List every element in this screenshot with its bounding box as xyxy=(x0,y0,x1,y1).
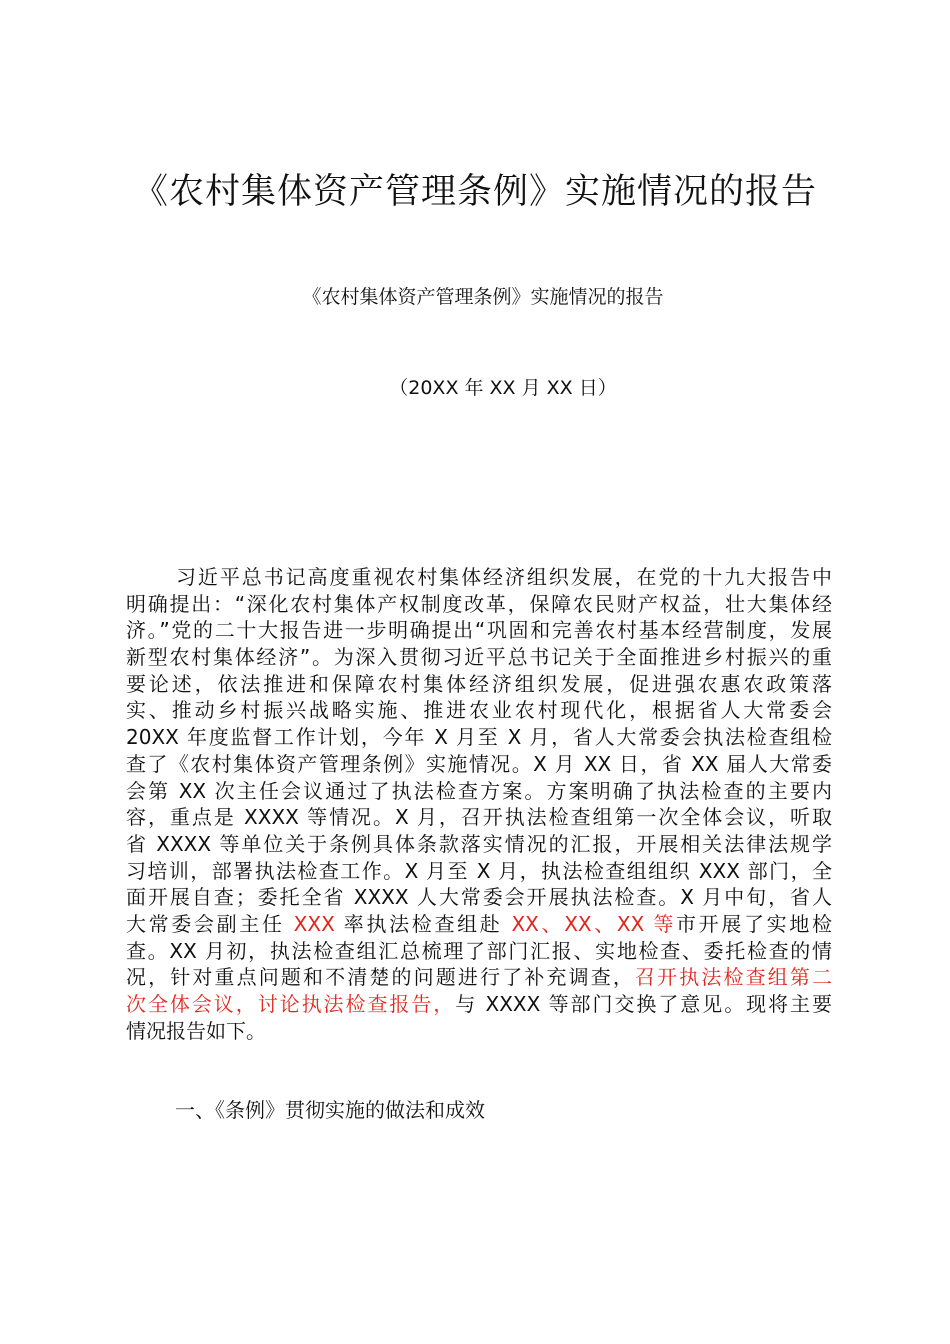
body-text: 市开展了实地检 xyxy=(676,911,832,936)
body-text: 济。”党的二十大报告进一步明确提出“巩固和完善农村基本经营制度，发展 xyxy=(126,618,832,643)
highlighted-text: 次全体会议，讨论执法检查报告， xyxy=(126,992,456,1016)
body-text: 查了《农村集体资产管理条例》实施情况。X 月 XX 日，省 XX 届人大常委 xyxy=(126,751,832,776)
body-text: 面开展自查；委托全省 XXXX 人大常委会开展执法检查。X 月中旬，省人 xyxy=(126,885,832,910)
body-text: 容，重点是 XXXX 等情况。X 月，召开执法检查组第一次全体会议，听取 xyxy=(126,805,832,830)
body-text: 明确提出：“深化农村集体产权制度改革，保障农民财产权益，壮大集体经 xyxy=(126,591,832,616)
body-line xyxy=(126,964,832,991)
body-text: 要论述，依法推进和保障农村集体经济组织发展，促进强农惠农政策落 xyxy=(126,671,832,696)
body-line xyxy=(126,671,832,698)
body-text: 实、推动乡村振兴战略实施、推进农业农村现代化，根据省人大常委会 xyxy=(126,698,832,723)
body-line xyxy=(126,751,832,778)
body-line xyxy=(126,1018,832,1045)
highlighted-text: XX、XX、XX 等 xyxy=(511,911,677,936)
body-text: 省 XXXX 等单位关于条例具体条款落实情况的汇报，开展相关法律法规学 xyxy=(126,831,832,856)
highlighted-text: 召开执法检查组第二 xyxy=(634,965,833,990)
body-line xyxy=(126,617,832,644)
body-text: 习近平总书记高度重视农村集体经济组织发展，在党的十九大报告中 xyxy=(176,565,832,589)
body-line xyxy=(126,991,832,1018)
body-text: 与 XXXX 等部门交换了意见。现将主要 xyxy=(455,992,832,1016)
body-text: 大常委会副主任 xyxy=(126,911,294,936)
body-line xyxy=(126,564,832,591)
document-sub-title: 《农村集体资产管理条例》实施情况的报告 xyxy=(302,286,664,308)
section-heading-1: 一、《条例》贯彻实施的做法和成效 xyxy=(175,1098,485,1122)
body-paragraph xyxy=(126,564,832,1044)
body-line xyxy=(126,697,832,724)
body-line xyxy=(126,724,832,751)
body-text: 查。XX 月初，执法检查组汇总梳理了部门汇报、实地检查、委托检查的情 xyxy=(126,938,832,963)
document-date: （20XX 年 XX 月 XX 日） xyxy=(389,377,617,399)
body-line xyxy=(126,831,832,858)
body-line xyxy=(126,884,832,911)
body-line xyxy=(126,644,832,671)
body-line xyxy=(126,911,832,938)
body-line xyxy=(126,778,832,805)
body-text: 情况报告如下。 xyxy=(126,1018,266,1043)
body-line xyxy=(126,591,832,618)
body-line xyxy=(126,804,832,831)
body-text: 新型农村集体经济”。为深入贯彻习近平总书记关于全面推进乡村振兴的重 xyxy=(126,645,832,670)
body-text: 习培训，部署执法检查工作。X 月至 X 月，执法检查组组织 XXX 部门，全 xyxy=(126,858,832,883)
highlighted-text: XXX xyxy=(293,911,335,936)
body-line xyxy=(126,938,832,965)
body-text: 率执法检查组赴 xyxy=(334,911,512,936)
body-text: 20XX 年度监督工作计划，今年 X 月至 X 月，省人大常委会执法检查组检 xyxy=(126,725,832,750)
body-text: 况，针对重点问题和不清楚的问题进行了补充调查， xyxy=(126,965,635,990)
body-text: 会第 XX 次主任会议通过了执法检查方案。方案明确了执法检查的主要内 xyxy=(126,778,832,803)
document-main-title: 《农村集体资产管理条例》实施情况的报告 xyxy=(132,172,817,212)
body-line xyxy=(126,858,832,885)
